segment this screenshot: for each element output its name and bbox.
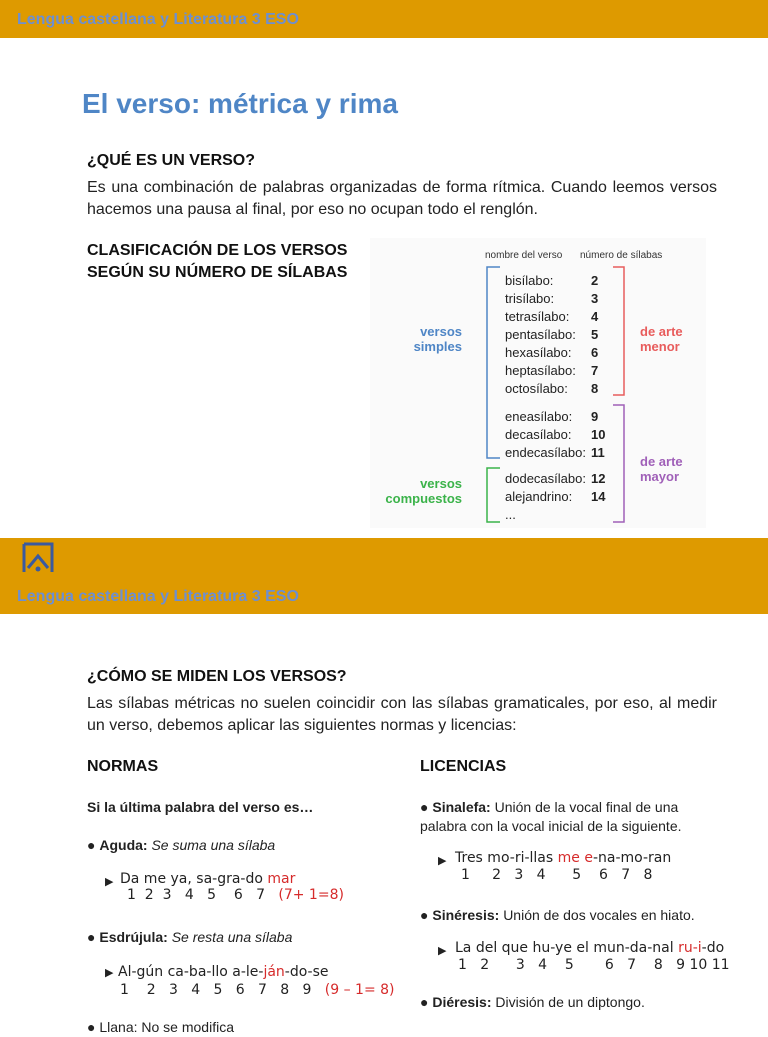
esdrujula-calc: (9 – 1= 8) xyxy=(324,982,395,998)
simple-verses-label-line1: versos xyxy=(420,324,462,339)
major-art-label-line2: mayor xyxy=(640,469,680,484)
licencias-heading: LICENCIAS xyxy=(420,758,507,775)
compound-verses-label-line1: versos xyxy=(420,476,462,491)
col-syllables-header: número de sílabas xyxy=(580,250,663,261)
verse-name: octosílabo: xyxy=(505,381,568,396)
sineresis-label: Sinéresis: xyxy=(432,907,500,923)
simple-verses-label-line2: simples xyxy=(413,339,462,354)
verse-name: pentasílabo: xyxy=(505,327,576,342)
classification-heading-line1: CLASIFICACIÓN DE LOS VERSOS xyxy=(87,242,348,259)
normas-heading: NORMAS xyxy=(87,758,159,775)
arrow-icon: ▶ xyxy=(105,967,114,979)
verse-name: ... xyxy=(505,507,516,522)
sinalefa-example xyxy=(455,850,671,866)
aguda-example-highlight: mar xyxy=(267,871,296,887)
sineresis-example xyxy=(455,940,724,956)
major-art-label-line1: de arte xyxy=(640,454,683,469)
sinalefa-text: Unión de la vocal final de una palabra con la vocal inicial de la siguiente. xyxy=(420,799,682,834)
verse-syllable-count: 14 xyxy=(591,489,606,504)
aguda-rule xyxy=(87,836,275,855)
section2-text: Las sílabas métricas no suelen coincidir con las sílabas gramaticales, por eso, al medir un verso, debemos aplicar las siguientes normas y licencias: xyxy=(87,695,717,734)
section2-heading: ¿CÓMO SE MIDEN LOS VERSOS? xyxy=(87,668,347,685)
verse-syllable-count: 12 xyxy=(591,471,606,486)
verse-name: alejandrino: xyxy=(505,489,573,504)
aguda-example-text: Da me ya, sa-gra-do xyxy=(120,871,268,887)
bullet: ● xyxy=(87,929,100,945)
compound-verses-label-line2: compuestos xyxy=(385,491,462,506)
normas-intro: Si la última palabra del verso es… xyxy=(87,799,314,815)
sinalefa-label: Sinalefa: xyxy=(432,799,491,815)
verse-syllable-count: 2 xyxy=(591,273,599,288)
verse-syllable-count: 3 xyxy=(591,291,599,306)
dieresis-rule xyxy=(420,993,645,1012)
header-title-2: Lengua castellana y Literatura 3 ESO xyxy=(17,588,299,605)
sinalefa-rule xyxy=(420,798,720,836)
verse-classification-table xyxy=(370,238,706,528)
classification-heading-line2: SEGÚN SU NÚMERO DE SÍLABAS xyxy=(87,264,348,281)
esdrujula-label: Esdrújula: xyxy=(99,929,168,945)
sinalefa-example-text-b: -na-mo-ran xyxy=(592,850,672,866)
bullet: ● xyxy=(420,994,433,1010)
verse-syllable-count: 8 xyxy=(591,381,599,396)
esdrujula-rule xyxy=(87,928,292,947)
sineresis-example-text-b: -do xyxy=(701,940,725,956)
llana-rule xyxy=(87,1018,234,1037)
verse-syllable-count: 4 xyxy=(591,309,599,324)
verse-name: dodecasílabo: xyxy=(505,471,586,486)
classification-heading xyxy=(87,240,347,284)
esdrujula-text: Se resta una sílaba xyxy=(171,929,293,945)
verse-name: bisílabo: xyxy=(505,273,554,288)
minor-art-label-line1: de arte xyxy=(640,324,683,339)
bullet: ● xyxy=(87,1019,100,1035)
dieresis-text: División de un diptongo. xyxy=(495,994,645,1010)
verse-syllable-count: 5 xyxy=(591,327,599,342)
verse-syllable-count: 6 xyxy=(591,345,599,360)
arrow-icon: ▶ xyxy=(438,945,447,957)
col-name-header: nombre del verso xyxy=(485,250,563,261)
verse-name: eneasílabo: xyxy=(505,409,573,424)
minor-art-label-line2: menor xyxy=(640,339,680,354)
sineresis-syllable-numbers: 1 2 3 4 5 6 7 8 9 10 11 xyxy=(458,957,730,973)
dieresis-label: Diéresis: xyxy=(432,994,492,1010)
esdrujula-nums: 1 2 3 4 5 6 7 8 9 xyxy=(120,982,312,998)
esdrujula-example-highlight: ján xyxy=(263,964,285,980)
sineresis-text: Unión de dos vocales en hiato. xyxy=(503,907,695,923)
sineresis-example-highlight: ru-i xyxy=(678,940,702,956)
verse-name: tetrasílabo: xyxy=(505,309,570,324)
verse-name: decasílabo: xyxy=(505,427,572,442)
section1-heading: ¿QUÉ ES UN VERSO? xyxy=(87,152,256,169)
aguda-syllable-numbers xyxy=(127,887,344,903)
logo-icon xyxy=(22,542,54,574)
page-title: El verso: métrica y rima xyxy=(82,88,398,119)
llana-text: Llana: No se modifica xyxy=(99,1019,234,1035)
bullet: ● xyxy=(420,907,433,923)
aguda-example xyxy=(120,871,295,887)
arrow-icon: ▶ xyxy=(438,855,447,867)
sinalefa-example-highlight: me e xyxy=(557,850,593,866)
aguda-calc: (7+ 1=8) xyxy=(278,887,344,903)
esdrujula-example-text-b: -do-se xyxy=(284,964,329,980)
header-bar xyxy=(0,0,768,38)
esdrujula-syllable-numbers xyxy=(120,982,395,998)
aguda-label: Aguda: xyxy=(99,837,148,853)
sineresis-example-text-a: La del que hu-ye el mun-da-nal xyxy=(455,940,679,956)
sinalefa-syllable-numbers: 1 2 3 4 5 6 7 8 xyxy=(461,867,653,883)
sineresis-rule xyxy=(420,906,695,925)
bullet: ● xyxy=(87,837,100,853)
verse-syllable-count: 9 xyxy=(591,409,599,424)
aguda-nums: 1 2 3 4 5 6 7 xyxy=(127,887,266,903)
bullet: ● xyxy=(420,799,433,815)
verse-syllable-count: 11 xyxy=(591,445,605,460)
verse-name: trisílabo: xyxy=(505,291,555,306)
esdrujula-example-text-a: Al-gún ca-ba-llo a-le- xyxy=(118,964,264,980)
arrow-icon: ▶ xyxy=(105,876,114,888)
verse-name: hexasílabo: xyxy=(505,345,572,360)
esdrujula-example xyxy=(118,964,329,980)
header-title: Lengua castellana y Literatura 3 ESO xyxy=(17,11,299,28)
verse-name: heptasílabo: xyxy=(505,363,576,378)
aguda-text: Se suma una sílaba xyxy=(151,837,276,853)
section1-text: Es una combinación de palabras organizadas de forma rítmica. Cuando leemos versos hacemos una pausa al final, por eso no ocupan todo el renglón. xyxy=(87,179,717,218)
verse-name: endecasílabo: xyxy=(505,445,586,460)
header-bar-2 xyxy=(0,538,768,614)
verse-syllable-count: 10 xyxy=(591,427,606,442)
sinalefa-example-text-a: Tres mo-ri-llas xyxy=(455,850,558,866)
verse-syllable-count: 7 xyxy=(591,363,599,378)
